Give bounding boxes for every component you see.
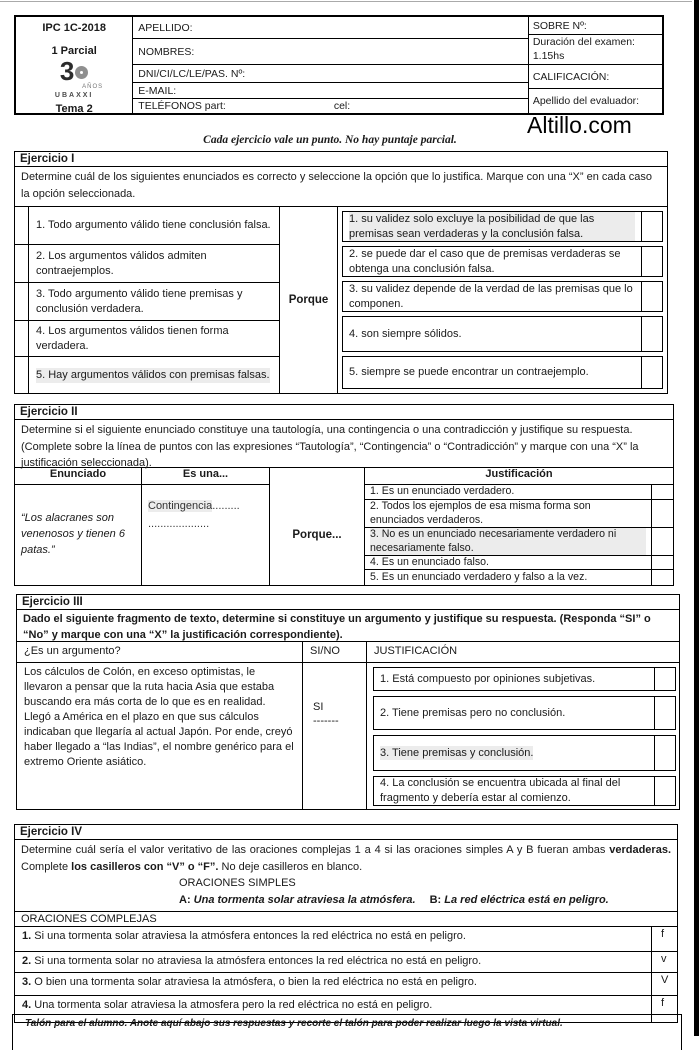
field-duracion (529, 35, 662, 65)
field-dni (133, 65, 528, 83)
field-apellido-label: APELLIDO: (138, 21, 193, 34)
mark-box (15, 245, 29, 282)
field-duracion-value: 1.15hs (532, 50, 565, 63)
mark-box (651, 556, 673, 569)
sino-answer: SI (313, 701, 324, 713)
row-number: 4. (22, 999, 32, 1011)
ejercicio-2-body (15, 485, 673, 585)
ejercicio-3 (16, 594, 680, 810)
scan-right-edge (694, 0, 699, 1036)
logo-anios-label: AÑOS (82, 84, 104, 90)
exam-name: 1 Parcial (51, 45, 97, 57)
justification-text-highlighted: 3. Tiene premisas y conclusión. (380, 746, 534, 759)
logo-30 (16, 58, 132, 84)
field-sobre (529, 17, 662, 35)
b-label: B: (429, 893, 445, 906)
compleja-row (15, 927, 677, 952)
statement-text-highlighted: 5. Hay argumentos válidos con premisas falsas. (36, 368, 270, 381)
col-justificacion-header: Justificación (365, 468, 673, 485)
ejercicio-4-instructions (15, 840, 677, 912)
statement-row (15, 321, 279, 357)
ejercicio-3-justifications (367, 663, 679, 809)
field-tel-cel-label: cel: (333, 100, 351, 112)
ejercicio-3-desc: Dado el siguiente fragmento de texto, determine si constituye un argumento y justifique su respuesta. (Responda “SI” o “No” y marque con una “X” la justificación correspondiente). (17, 610, 679, 642)
justification-text-highlighted: 3. No es un enunciado necesariamente verdadero ni necesariamente falso. (370, 528, 646, 554)
mark-box (651, 500, 673, 527)
mark-box (15, 321, 29, 356)
ejercicio-3-header-row (17, 642, 679, 663)
ejercicio-3-body (17, 663, 679, 809)
exam-tema: Tema 2 (55, 103, 93, 115)
ejercicio-2-justifications (365, 485, 673, 585)
enunciado-text: “Los alacranes son venenosos y tienen 6 patas.” (21, 512, 125, 556)
answer-value: v (661, 953, 667, 965)
logo-ring-icon (75, 66, 88, 79)
field-telefonos (133, 99, 528, 113)
dotted-line: ......... (212, 500, 240, 512)
statement-text: 3. Todo argumento válido tiene premisas y conclusión verdadera. (36, 287, 243, 315)
ejercicio-4-title: Ejercicio IV (15, 825, 677, 840)
justification-text: 3. su validez depende de la verdad de las premisas que lo componen. (349, 282, 633, 310)
justification-row (373, 776, 676, 806)
col-esuna-header: Es una... (142, 468, 270, 485)
answer-value: V (661, 974, 669, 986)
row-text: Si una tormenta solar no atraviesa la atmósfera entonces la red eléctrica no está en peligro. (31, 955, 482, 967)
answer-value: f (661, 928, 665, 940)
field-calificacion (529, 65, 662, 89)
ejercicio-1-desc: Determine cuál de los siguientes enunciados es correcto y seleccione la opción que lo justifica. Marque con una “X” en cada caso la opción seleccionada. (15, 167, 667, 207)
mark-box (651, 485, 673, 499)
field-calificacion-label: CALIFICACIÓN: (532, 70, 610, 83)
sino-answer-cell (303, 663, 367, 809)
field-nombres (133, 39, 528, 65)
justification-text: 5. siempre se puede encontrar un contraejemplo. (349, 366, 589, 379)
mark-box (641, 357, 662, 388)
statement-text: 2. Los argumentos válidos admiten contraejemplos. (36, 249, 207, 277)
logo-digit-3: 3 (59, 56, 75, 86)
justification-row (342, 316, 663, 352)
row-number: 3. (22, 976, 32, 988)
oraciones-simples-label: ORACIONES SIMPLES (179, 877, 296, 889)
mark-box (641, 317, 662, 351)
altillo-watermark: Altillo.com (527, 112, 632, 138)
talon-text: Talón para el alumno. Anote aquí abajo sus respuestas y recorte el talón para poder realizar luego la vista virtual. (25, 1018, 563, 1029)
mark-box (641, 282, 662, 311)
ejercicio-1-table (15, 207, 667, 393)
esuna-answer-cell (142, 485, 270, 585)
a-text: Una tormenta solar atraviesa la atmósfera. (193, 893, 416, 906)
justification-row (365, 485, 673, 500)
answer-box (652, 973, 677, 995)
row-text: Si una tormenta solar atraviesa la atmósfera entonces la red eléctrica no está en peligro. (31, 930, 466, 942)
justificacion-header: JUSTIFICACIÓN (374, 645, 458, 657)
porque-label: Porque... (270, 485, 365, 585)
sino-answer-line: ------- (313, 714, 339, 727)
justification-text: 1. Está compuesto por opiniones subjetivas. (380, 672, 596, 685)
question-label: ¿Es un argumento? (17, 642, 303, 662)
field-sobre-label: SOBRE Nº: (532, 19, 587, 32)
ejercicio-2 (14, 404, 674, 586)
mark-box (654, 736, 675, 770)
desc-part: Determine cuál sería el valor veritativo de las oraciones complejas 1 a 4 si las oraciones simples A y B fueran ambas (21, 844, 610, 856)
ejercicio-2-title: Ejercicio II (15, 405, 673, 420)
dotted-line: .................... (148, 517, 210, 530)
field-email-label: E-MAIL: (138, 84, 177, 97)
scan-top-edge (0, 1, 692, 2)
ejercicio-1-title: Ejercicio I (15, 152, 667, 167)
justification-row (342, 281, 663, 312)
field-evaluador (529, 89, 662, 113)
justification-row (373, 696, 676, 730)
course-code: IPC 1C-2018 (42, 22, 106, 34)
justification-text: 4. La conclusión se encuentra ubicada al final del fragmento y debería estar al comienzo. (380, 777, 621, 804)
statement-row (15, 357, 279, 393)
justification-row (373, 667, 676, 691)
mark-box (641, 247, 662, 276)
scoring-note: Cada ejercicio vale un punto. No hay puntaje parcial. (203, 134, 457, 146)
field-nombres-label: NOMBRES: (138, 45, 195, 58)
mark-box (15, 357, 29, 393)
mark-box (15, 207, 29, 244)
compleja-row (15, 952, 677, 973)
ejercicio-2-desc: Determine si el siguiente enunciado constituye una tautología, una contingencia o una contradicción y justifique su respuesta. (Complete sobre la línea de puntos con las expresiones “Tautología”, “Contingencia” o “Contradicción” y marque con una “X” la justificación seleccionada). (15, 420, 673, 468)
a-label: A: (179, 893, 194, 906)
exam-header-left (16, 17, 133, 113)
mark-box (15, 283, 29, 320)
row-number: 2. (22, 955, 32, 967)
field-evaluador-label: Apellido del evaluador: (532, 95, 640, 107)
field-duracion-label: Duración del examen: (532, 36, 635, 48)
justification-row (342, 356, 663, 389)
exam-header-right (528, 17, 662, 113)
justification-text: 2. Todos los ejemplos de esa misma forma son enunciados verdaderos. (370, 500, 591, 526)
justification-text: 2. se puede dar el caso que de premisas verdaderas se obtenga una conclusión falsa. (349, 247, 621, 275)
b-text: La red eléctrica está en peligro. (444, 893, 609, 906)
enunciado-cell (15, 485, 142, 585)
esuna-answer-word: Contingencia (148, 500, 213, 512)
col-enunciado-header: Enunciado (15, 468, 142, 485)
logo-ubaxxi-label: UBAXXI (54, 92, 94, 99)
justification-text: 1. Es un enunciado verdadero. (370, 485, 515, 498)
statement-row (15, 283, 279, 321)
col-porque-header-blank (270, 468, 365, 485)
ejercicio-2-header-row (15, 468, 673, 485)
justification-row (373, 735, 676, 771)
ejercicio-1-justifications (338, 207, 667, 393)
field-apellido (133, 17, 528, 39)
desc-bold: los casilleros con “V” o “F”. (71, 860, 219, 873)
statement-row (15, 207, 279, 245)
mark-box (654, 697, 675, 729)
exam-header-fields (133, 17, 528, 113)
row-text: O bien una tormenta solar atraviesa la atmósfera, o bien la red eléctrica no está en peligro. (31, 976, 477, 988)
answer-value: f (661, 997, 665, 1009)
justification-text-highlighted: 1. su validez solo excluye la posibilidad de que las premisas sean verdaderas y la conclusión falsa. (349, 212, 635, 241)
talon-box (12, 1014, 682, 1050)
justification-row (342, 246, 663, 277)
answer-box (652, 927, 677, 951)
porque-label: Porque (279, 207, 338, 393)
sino-header: SI/NO (303, 642, 367, 662)
ejercicio-4-desc (21, 842, 671, 875)
mark-box (654, 668, 675, 690)
ubaxxi-30-logo (16, 58, 132, 99)
desc-part: No deje casilleros en blanco. (218, 860, 363, 873)
ejercicio-1-statements (15, 207, 279, 393)
mark-box (641, 212, 662, 241)
justification-row (365, 500, 673, 528)
ejercicio-3-title: Ejercicio III (17, 595, 679, 610)
desc-bold: verdaderas. (609, 844, 671, 856)
mark-box (654, 777, 675, 805)
desc-part: Complete (21, 860, 72, 873)
mark-box (651, 528, 673, 555)
mark-box (651, 570, 673, 585)
statement-row (15, 245, 279, 283)
statement-text: 1. Todo argumento válido tiene conclusión falsa. (36, 219, 271, 232)
justification-row (365, 528, 673, 556)
justification-row (365, 556, 673, 570)
answer-box (652, 952, 677, 972)
row-text: Una tormenta solar atraviesa la atmosfera pero la red eléctrica no está en peligro. (31, 999, 433, 1011)
justification-text: 5. Es un enunciado verdadero y falso a la vez. (370, 570, 588, 583)
field-dni-label: DNI/CI/LC/LE/PAS. Nº: (138, 67, 246, 80)
ejercicio-1 (14, 151, 668, 394)
ejercicio-4 (14, 824, 678, 1023)
field-email (133, 83, 528, 99)
exam-header-table (14, 15, 664, 115)
field-tel-part-label: TELÉFONOS part: (138, 100, 226, 112)
justification-text: 4. Es un enunciado falso. (370, 555, 489, 568)
justification-row (342, 211, 663, 242)
statement-text: 4. Los argumentos válidos tienen forma verdadera. (36, 324, 229, 352)
fragment-text: Los cálculos de Colón, en exceso optimistas, le llevaron a pensar que la ruta hacia Asia que estaba buscando era más corta de lo que es en realidad. Llegó a América en el plazo en que sus cálculos indicaban que llegaría al actual Japón. Por ende, creyó haber llegado a “las Indias”, el nombre genérico para el extremo Oriente asiático. (17, 663, 303, 809)
justification-text: 4. son siempre sólidos. (349, 327, 462, 340)
oraciones-simples-ab (179, 892, 671, 909)
justification-text: 2. Tiene premisas pero no conclusión. (380, 706, 566, 719)
row-number: 1. (22, 930, 32, 942)
oraciones-complejas-label: ORACIONES COMPLEJAS (15, 912, 677, 927)
compleja-row (15, 973, 677, 996)
justification-row (365, 570, 673, 585)
